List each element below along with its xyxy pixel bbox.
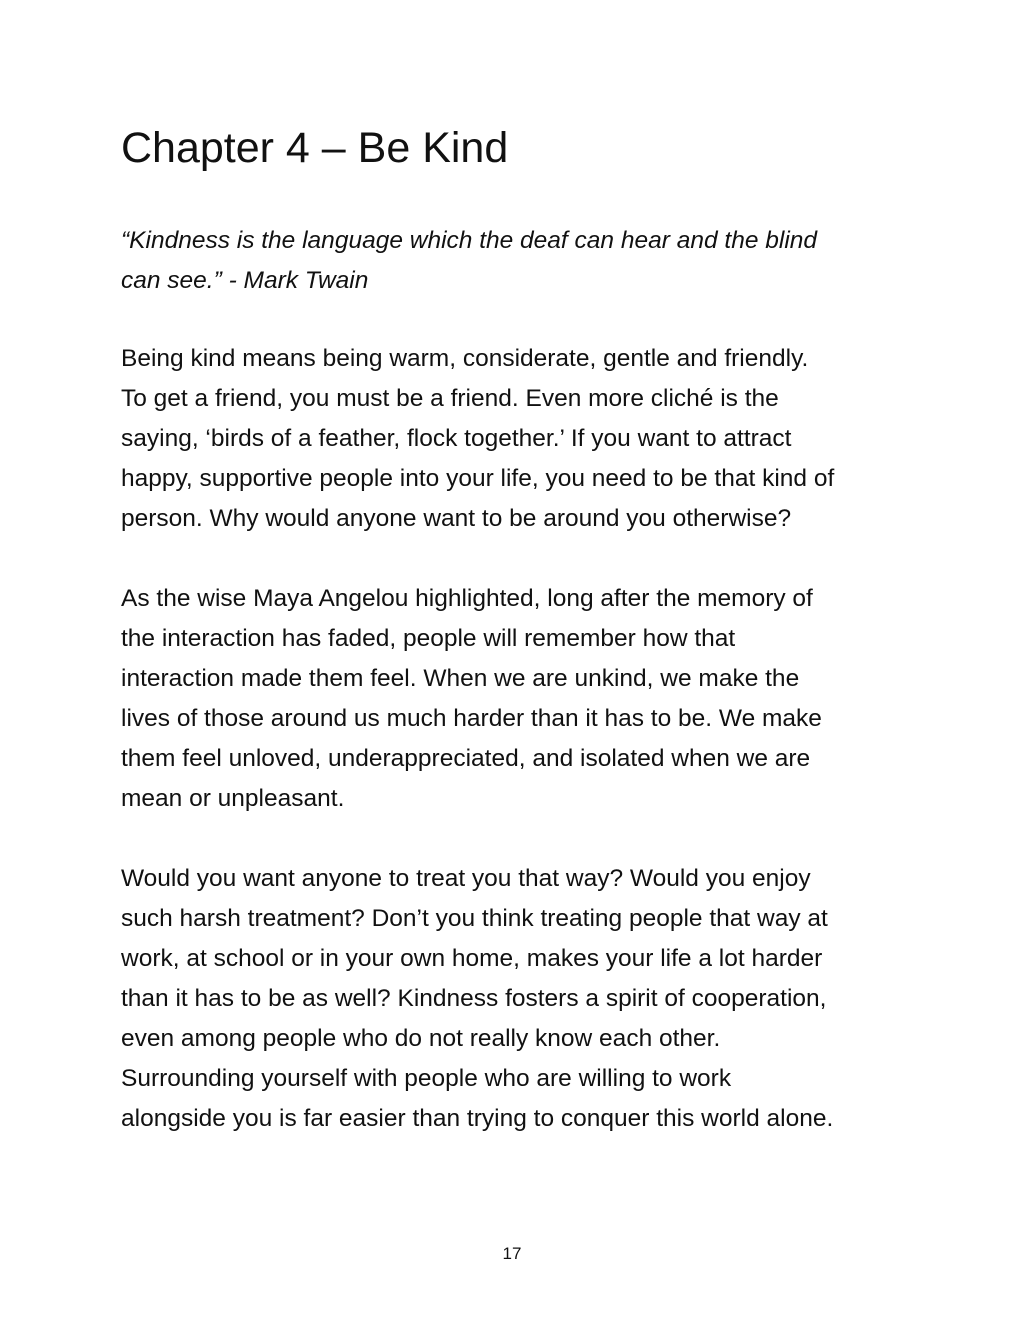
chapter-title: Chapter 4 – Be Kind [121,124,509,172]
paragraph-line: than it has to be as well? Kindness fosters a spirit of cooperation, [121,985,827,1012]
body-paragraph-3 [121,859,921,1139]
paragraph-line: As the wise Maya Angelou highlighted, long after the memory of [121,585,813,612]
paragraph-line: person. Why would anyone want to be around you otherwise? [121,505,792,532]
paragraph-line: To get a friend, you must be a friend. Even more cliché is the [121,385,779,412]
paragraph-line: Being kind means being warm, considerate, gentle and friendly. [121,345,809,372]
page-number: 17 [502,1244,522,1263]
quote-line: can see.” - Mark Twain [121,267,369,294]
paragraph-line: lives of those around us much harder than it has to be. We make [121,705,822,732]
body-paragraph-2 [121,579,921,819]
body-paragraph-1 [121,339,921,539]
paragraph-line: interaction made them feel. When we are unkind, we make the [121,665,800,692]
paragraph-line: Surrounding yourself with people who are willing to work [121,1065,732,1092]
paragraph-line: saying, ‘birds of a feather, flock together.’ If you want to attract [121,425,792,452]
paragraph-line: such harsh treatment? Don’t you think treating people that way at [121,905,828,932]
paragraph-line: happy, supportive people into your life, you need to be that kind of [121,465,835,492]
paragraph-line: even among people who do not really know each other. [121,1025,721,1052]
paragraph-line: alongside you is far easier than trying to conquer this world alone. [121,1105,834,1132]
quote-line: “Kindness is the language which the deaf can hear and the blind [121,227,818,254]
paragraph-line: them feel unloved, underappreciated, and isolated when we are [121,745,811,772]
paragraph-line: Would you want anyone to treat you that way? Would you enjoy [121,865,811,892]
epigraph-quote [121,221,911,301]
paragraph-line: mean or unpleasant. [121,785,345,812]
paragraph-line: work, at school or in your own home, makes your life a lot harder [121,945,823,972]
paragraph-line: the interaction has faded, people will remember how that [121,625,736,652]
